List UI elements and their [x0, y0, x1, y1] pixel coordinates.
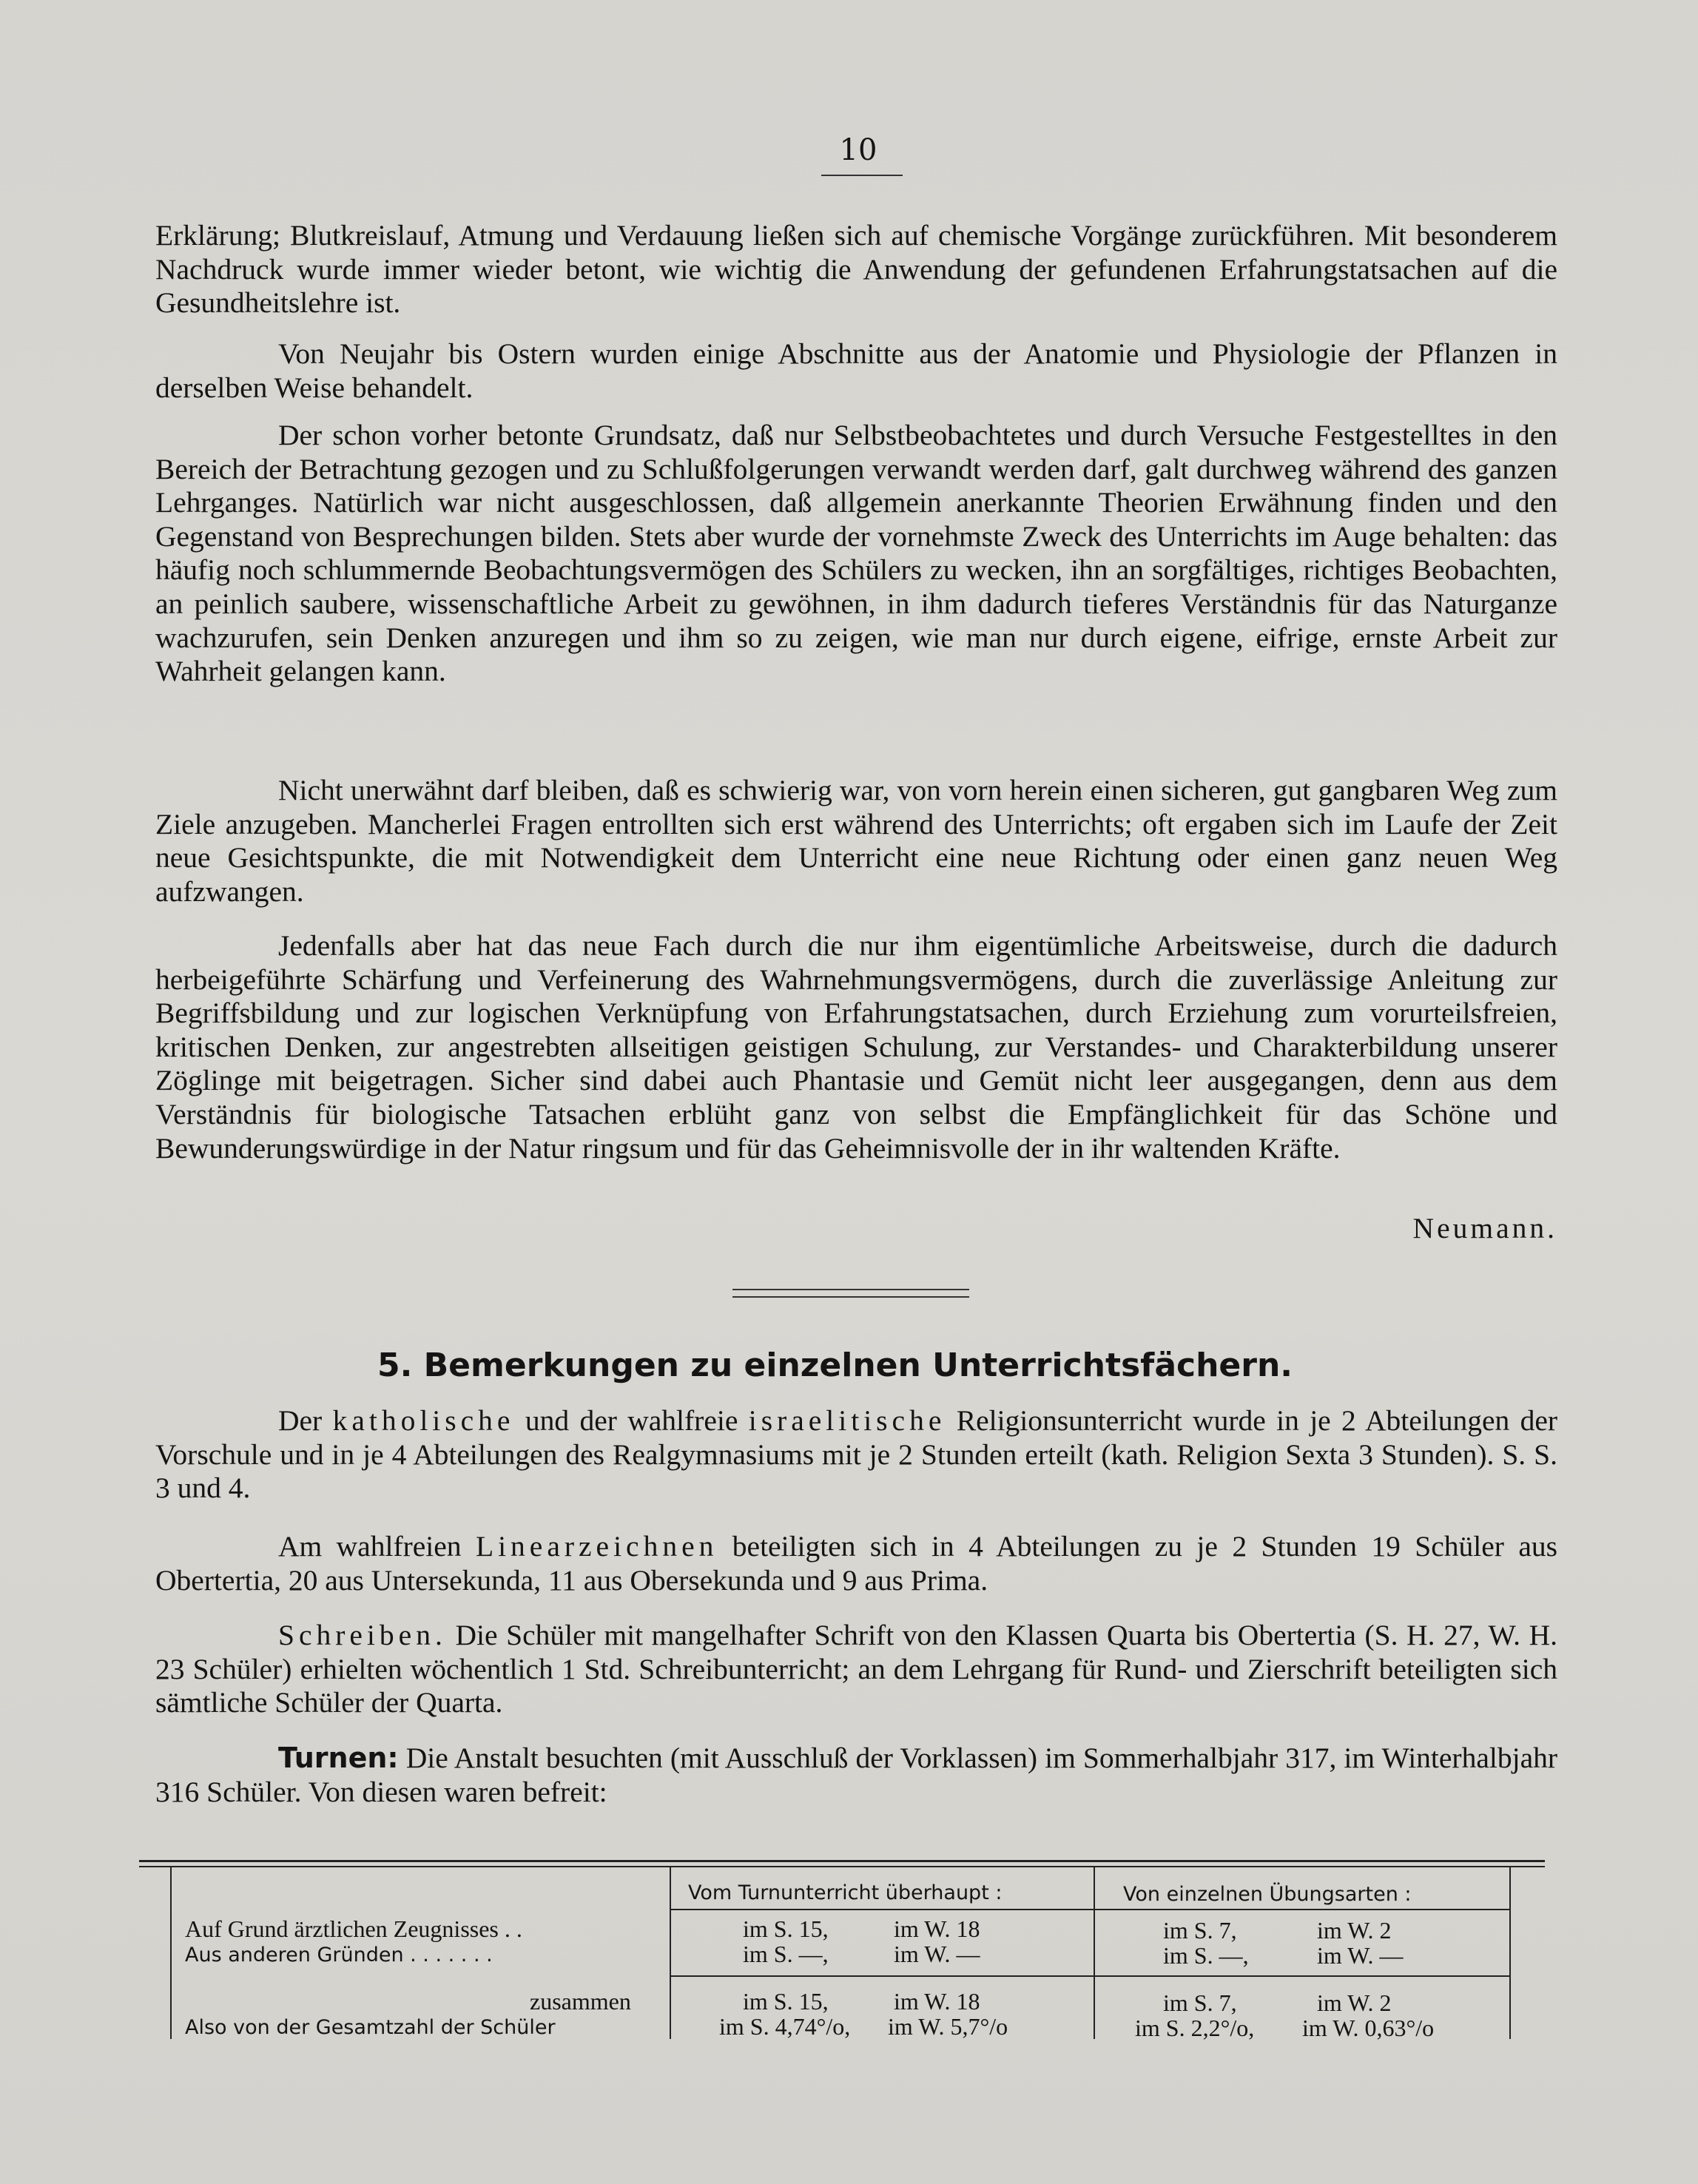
table-row-sum-label: zusammen: [530, 1988, 631, 2015]
table-row-1-a-w: im W. 18: [894, 1915, 980, 1942]
table-col-rule-2: [1094, 1867, 1095, 2039]
table-row-pct-b-w: im W. 0,63°/o: [1302, 2015, 1435, 2041]
table-row-1-b-w: im W. 2: [1317, 1917, 1392, 1944]
author-signature: Neumann.: [1412, 1212, 1557, 1244]
linear-rest: beteiligten sich in 4 Abteilungen zu je 2 Stunden 19 Schüler aus Obertertia, 20 aus Untersekunda, 11 aus Obersekunda und 9 aus Prima.: [155, 1530, 1557, 1597]
separator-rule-bottom: [732, 1296, 969, 1298]
table-row-2-b-s: im S. —,: [1163, 1942, 1249, 1969]
schreiben-term: Schreiben.: [278, 1619, 447, 1651]
table-top-rule: [139, 1860, 1545, 1862]
table-row-1-b-s: im S. 7,: [1163, 1917, 1237, 1944]
table-sum-rule: [670, 1975, 1511, 1977]
table-row-pct-label: Also von der Gesamtzahl der Schüler: [185, 2016, 556, 2039]
paragraph-5: Jedenfalls aber hat das neue Fach durch die nur ihm eigentümliche Arbeitsweise, durch die dadurch herbeigeführte Schärfung und Verfeinerung des Wahrnehmungsvermögens, durch die zuverlässige Anleitung zur Begriffsbildung und zur logischen Verknüpfung von Erfahrungstatsachen, durch Erziehung zum vorurteilsfreien, kritischen Denken, zur angestrebten allseitigen geistigen Schulung, zur Verstandes- und Charakterbildung unserer Zöglinge mit beigetragen. Sicher sind dabei auch Phantasie und Gemüt nicht leer ausgegangen, denn aus dem Verständnis für biologische Tatsachen erblüht ganz von selbst die Empfänglichkeit für das Schöne und Bewunderungswürdige in der Natur ringsum und für das Geheimnisvolle der in ihr waltenden Kräfte.: [155, 929, 1557, 1165]
table-top-rule-inner: [139, 1866, 1545, 1867]
turnen-term: Turnen:: [278, 1742, 399, 1774]
paragraph-linearzeichnen: [155, 1530, 1557, 1597]
table-row-pct-a-s: im S. 4,74°/o,: [719, 2013, 851, 2040]
table-row-1-a-s: im S. 15,: [743, 1915, 829, 1942]
table-row-2-a-s: im S. —,: [743, 1941, 829, 1967]
linear-term: Linearzeichnen: [475, 1530, 718, 1563]
religion-pre: Der: [278, 1404, 323, 1437]
paragraph-turnen: [155, 1742, 1557, 1809]
table-row-sum-b-w: im W. 2: [1317, 1989, 1392, 2016]
table-row-1-label: Auf Grund ärztlichen Zeugnisses . .: [185, 1915, 522, 1942]
religion-mid: und der wahlfreie: [525, 1404, 738, 1437]
separator-rule-top: [732, 1289, 969, 1290]
table-header-2: Von einzelnen Übungsarten :: [1123, 1883, 1412, 1906]
table-row-sum-a-w: im W. 18: [894, 1988, 980, 2015]
religion-term-isr: israelitische: [748, 1404, 946, 1437]
table-header-1: Vom Turnunterricht überhaupt :: [688, 1881, 1003, 1904]
table-right-rule: [1509, 1867, 1511, 2039]
table-row-2-a-w: im W. —: [894, 1941, 980, 1967]
table-row-pct-b-s: im S. 2,2°/o,: [1135, 2015, 1255, 2041]
section-heading: 5. Bemerkungen zu einzelnen Unterrichtsfächern.: [377, 1347, 1293, 1384]
page-number: 10: [839, 133, 877, 167]
table-header-rule: [670, 1909, 1511, 1910]
table-row-sum-a-s: im S. 15,: [743, 1988, 829, 2015]
paragraph-schreiben: [155, 1619, 1557, 1720]
turnen-rest: Die Anstalt besuchten (mit Ausschluß der Vorklassen) im Sommerhalbjahr 317, im Winterhalbjahr 316 Schüler. Von diesen waren befreit:: [155, 1742, 1558, 1808]
paragraph-4: Nicht unerwähnt darf bleiben, daß es schwierig war, von vorn herein einen sicheren, gut gangbaren Weg zum Ziele anzugeben. Mancherlei Fragen entrollten sich erst während des Unterrichts; oft ergaben sich im Laufe der Zeit neue Gesichtspunkte, die mit Notwendigkeit dem Unterricht eine neue Richtung oder einen ganz neuen Weg aufzwangen.: [155, 774, 1557, 908]
religion-term-kath: katholische: [332, 1404, 515, 1437]
religion-rest: Religionsunterricht wurde in je 2 Abteilungen der Vorschule und in je 4 Abteilungen des Realgymnasiums mit je 2 Stunden erteilt (kath. Religion Sexta 3 Stunden). S. S. 3 und 4.: [155, 1404, 1558, 1505]
paragraph-2: Von Neujahr bis Ostern wurden einige Abschnitte aus der Anatomie und Physiologie der Pflanzen in derselben Weise behandelt.: [155, 337, 1557, 404]
linear-pre: Am wahlfreien: [278, 1530, 462, 1563]
table-row-pct-a-w: im W. 5,7°/o: [888, 2013, 1008, 2040]
table-row-2-b-w: im W. —: [1317, 1942, 1404, 1969]
table-row-2-label: Aus anderen Gründen . . . . . . .: [185, 1944, 493, 1966]
page-number-rule: [821, 175, 903, 176]
table-left-rule: [170, 1867, 172, 2039]
table-row-sum-b-s: im S. 7,: [1163, 1989, 1237, 2016]
schreiben-rest: Die Schüler mit mangelhafter Schrift von den Klassen Quarta bis Obertertia (S. H. 27, W. H. 23 Schüler) erhielten wöchentlich 1 Std. Schreibunterricht; an dem Lehrgang für Rund- und Zierschrift beteiligten sich sämtliche Schüler der Quarta.: [155, 1619, 1557, 1719]
table-col-rule-1: [670, 1867, 671, 2039]
paragraph-1: Erklärung; Blutkreislauf, Atmung und Verdauung ließen sich auf chemische Vorgänge zurückführen. Mit besonderem Nachdruck wurde immer wieder betont, wie wichtig die Anwendung der gefundenen Erfahrungstatsachen auf die Gesundheitslehre ist.: [155, 219, 1557, 320]
paragraph-3: Der schon vorher betonte Grundsatz, daß nur Selbstbeobachtetes und durch Versuche Festgestelltes in den Bereich der Betrachtung gezogen und zu Schlußfolgerungen verwandt werden darf, galt durchweg während des ganzen Lehrganges. Natürlich war nicht ausgeschlossen, daß allgemein anerkannte Theorien Erwähnung finden und den Gegenstand von Besprechungen bilden. Stets aber wurde der vornehmste Zweck des Unterrichts im Auge behalten: das häufig noch schlummernde Beobachtungsvermögen des Schülers zu wecken, ihn an sorgfältiges, richtiges Beobachten, an peinlich saubere, wissenschaftliche Arbeit zu gewöhnen, in ihm dadurch tieferes Verständnis für das Naturganze wachzurufen, sein Denken anzuregen und ihm so zu zeigen, wie man nur durch eigene, eifrige, ernste Arbeit zur Wahrheit gelangen kann.: [155, 419, 1557, 688]
paragraph-religion: [155, 1404, 1557, 1506]
